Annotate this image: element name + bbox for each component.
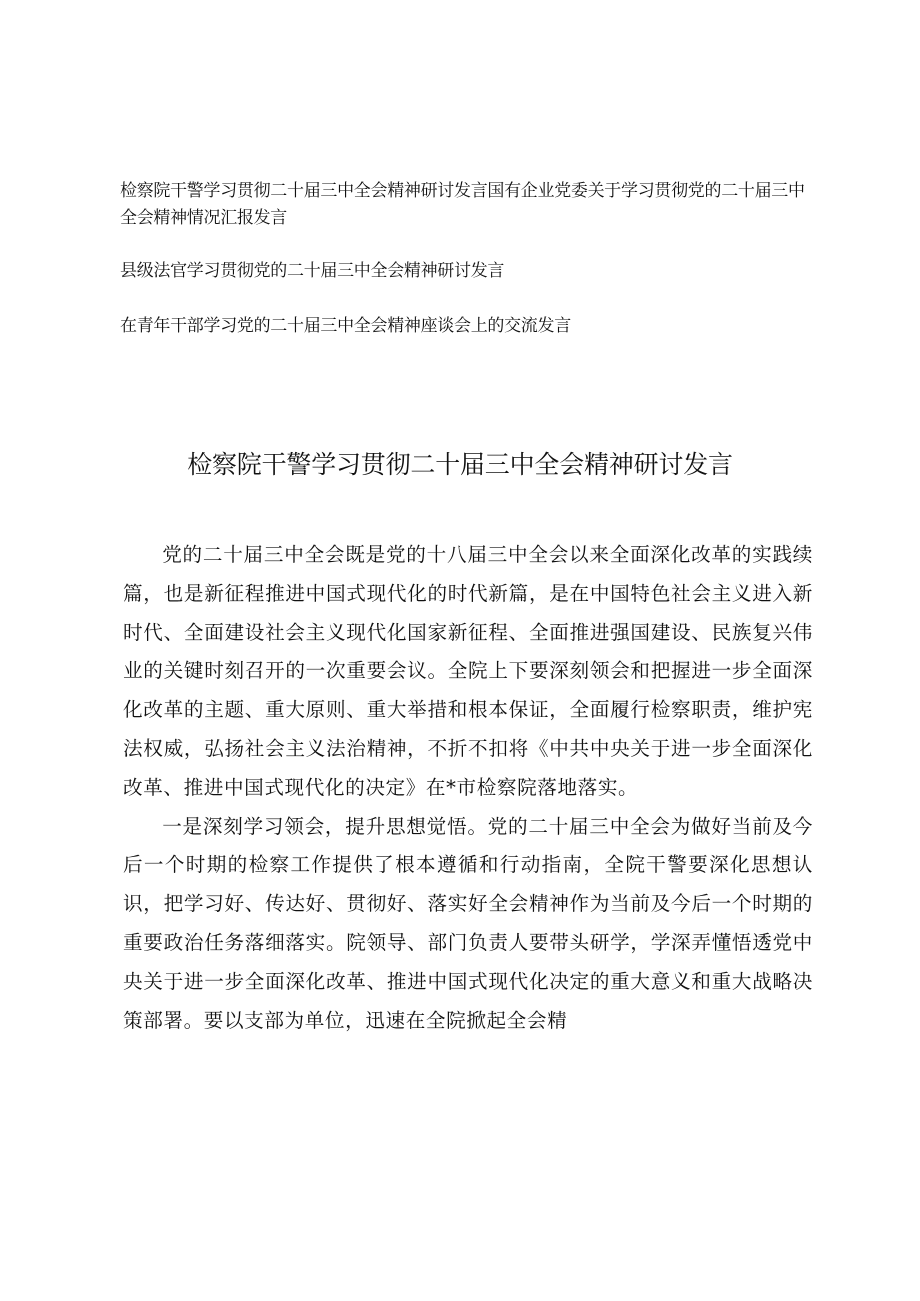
related-article-item[interactable]: 检察院干警学习贯彻二十届三中全会精神研讨发言国有企业党委关于学习贯彻党的二十届三中全会精神情况汇报发言 bbox=[120, 181, 805, 228]
related-articles-list bbox=[120, 178, 820, 366]
article-title: 检察院干警学习贯彻二十届三中全会精神研讨发言 bbox=[187, 450, 733, 479]
article-body bbox=[123, 536, 813, 1040]
related-article-item[interactable]: 在青年干部学习党的二十届三中全会精神座谈会上的交流发言 bbox=[120, 316, 571, 336]
article-paragraph: 党的二十届三中全会既是党的十八届三中全会以来全面深化改革的实践续篇，也是新征程推进中国式现代化的时代新篇，是在中国特色社会主义进入新时代、全面建设社会主义现代化国家新征程、全面推进强国建设、民族复兴伟业的关键时刻召开的一次重要会议。全院上下要深刻领会和把握进一步全面深化改革的主题、重大原则、重大举措和根本保证，全面履行检察职责，维护宪法权威，弘扬社会主义法治精神，不折不扣将《中共中央关于进一步全面深化改革、推进中国式现代化的决定》在*市检察院落地落实。 bbox=[123, 543, 813, 799]
related-article-item[interactable]: 县级法官学习贯彻党的二十届三中全会精神研讨发言 bbox=[120, 261, 505, 281]
article-paragraph: 一是深刻学习领会，提升思想觉悟。党的二十届三中全会为做好当前及今后一个时期的检察工作提供了根本遵循和行动指南，全院干警要深化思想认识，把学习好、传达好、贯彻好、落实好全会精神作为当前及今后一个时期的重要政治任务落细落实。院领导、部门负责人要带头研学，学深弄懂悟透党中央关于进一步全面深化改革、推进中国式现代化决定的重大意义和重大战略决策部署。要以支部为单位，迅速在全院掀起全会精 bbox=[123, 814, 813, 1032]
